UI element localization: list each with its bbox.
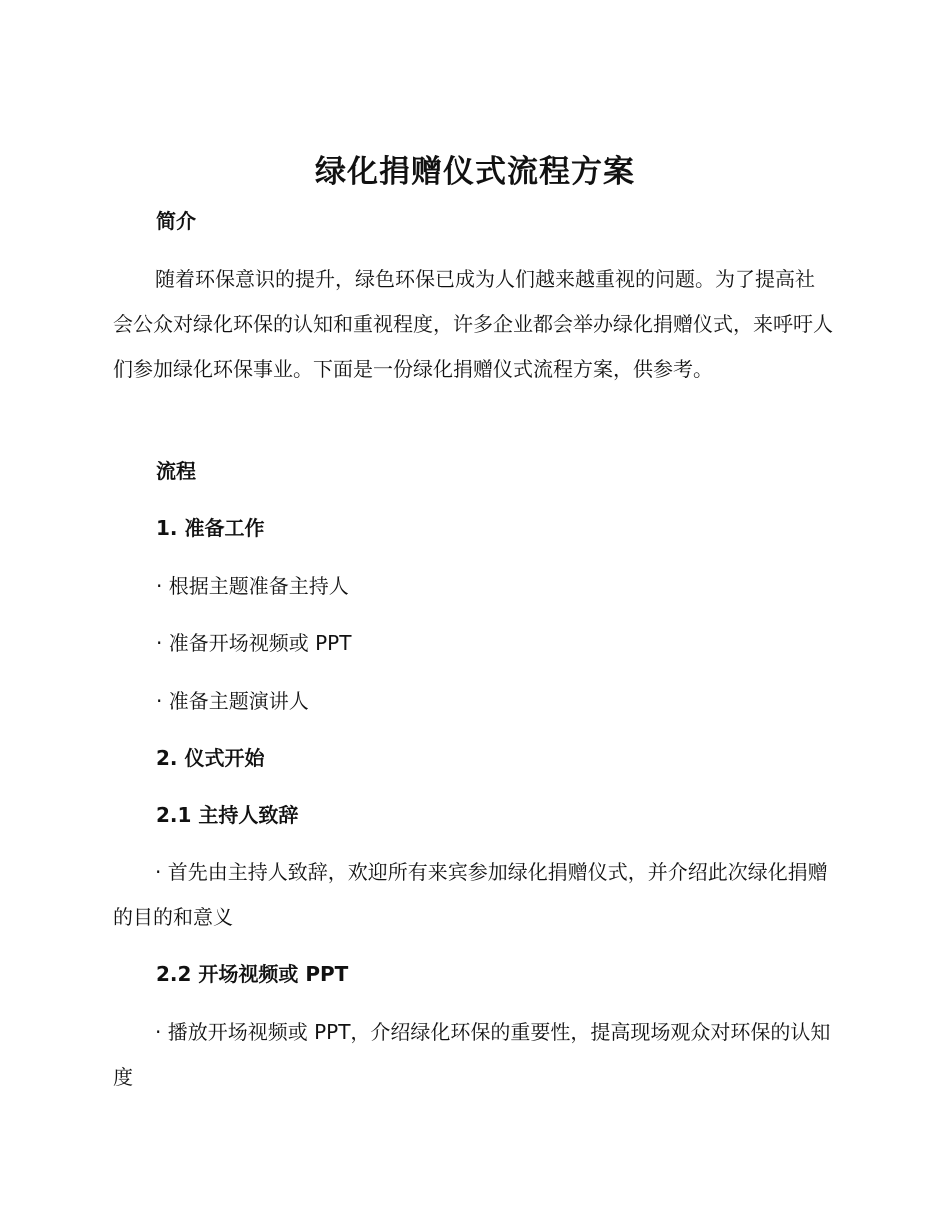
section-1-item: · 准备开场视频或 PPT — [156, 631, 352, 655]
document-title: 绿化捐赠仪式流程方案 — [315, 154, 635, 190]
section-2-2-paragraph: · 播放开场视频或 PPT，介绍绿化环保的重要性，提高现场观众对环保的认知度 — [113, 1020, 831, 1089]
section-1-item: · 根据主题准备主持人 — [156, 574, 349, 598]
intro-paragraph: 随着环保意识的提升，绿色环保已成为人们越来越重视的问题。为了提高社会公众对绿化环保的认知和重视程度，许多企业都会举办绿化捐赠仪式，来呼吁人们参加绿化环保事业。下面是一份绿化捐赠仪式流程方案，供参考。 — [113, 267, 833, 381]
section-2-heading: 2. 仪式开始 — [156, 746, 265, 770]
section-1-heading: 1. 准备工作 — [156, 516, 265, 540]
section-2-1-paragraph: · 首先由主持人致辞，欢迎所有来宾参加绿化捐赠仪式，并介绍此次绿化捐赠的目的和意义 — [113, 860, 828, 929]
process-heading: 流程 — [156, 459, 196, 483]
intro-heading: 简介 — [156, 209, 196, 233]
section-2-1-heading: 2.1 主持人致辞 — [156, 803, 299, 827]
section-2-2-heading: 2.2 开场视频或 PPT — [156, 962, 349, 986]
section-1-item: · 准备主题演讲人 — [156, 689, 309, 713]
